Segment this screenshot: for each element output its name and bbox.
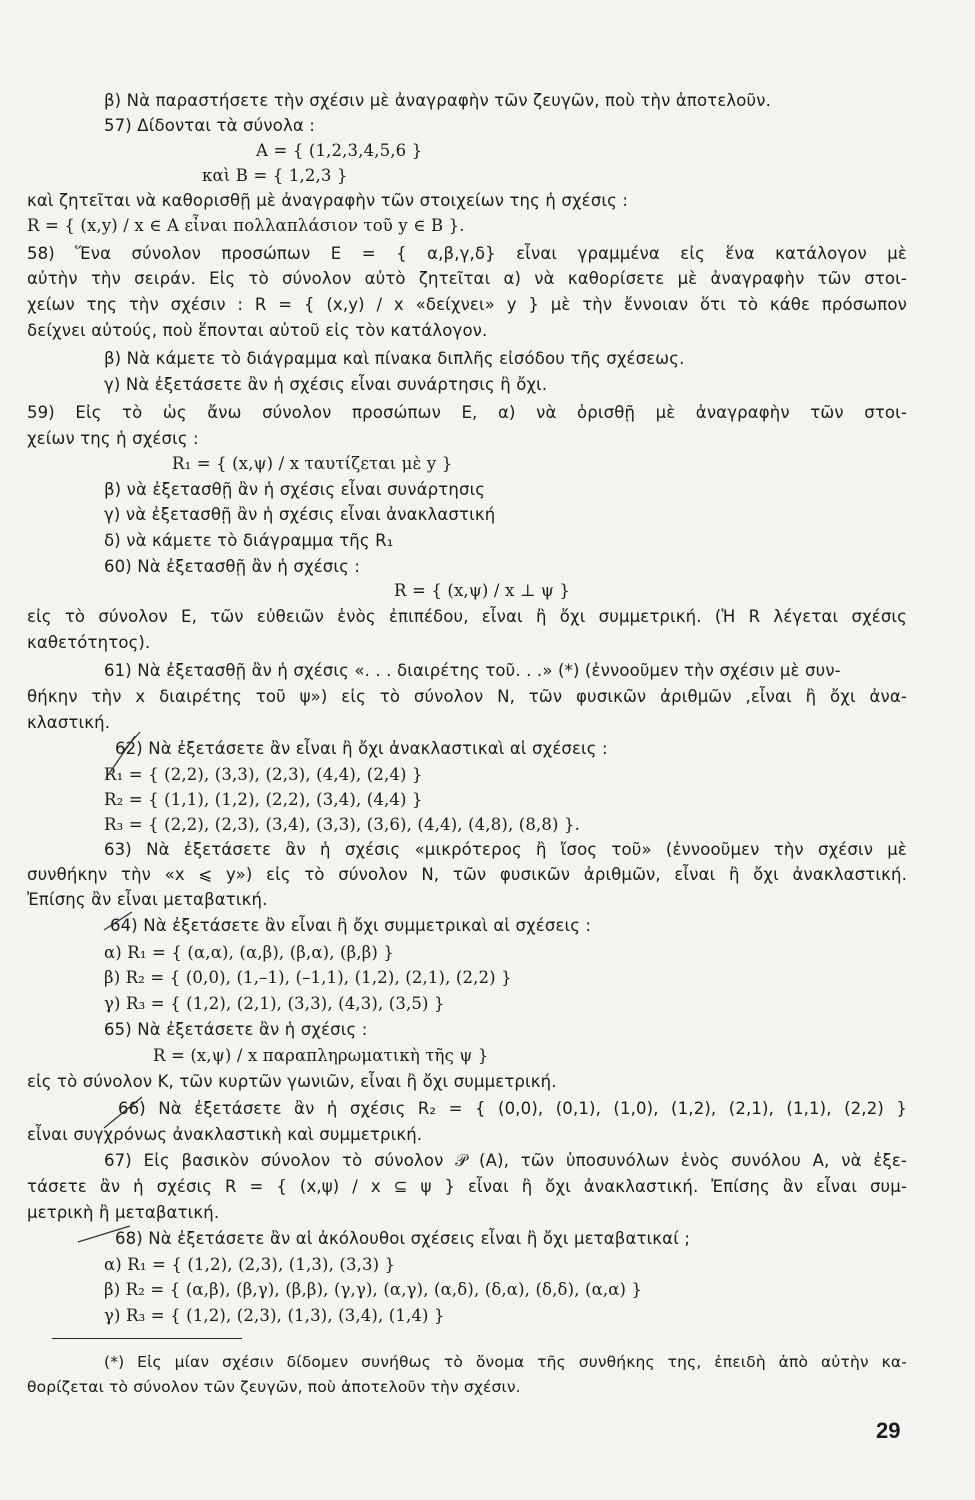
exercise-64-heading: 64) Νὰ ἐξετάσετε ἂν εἶναι ἢ ὄχι συμμετρικαὶ αἱ σχέσεις : — [110, 916, 592, 935]
exercise-58-part-c: γ) Νὰ ἐξετάσετε ἂν ἡ σχέσις εἶναι συνάρτησις ἢ ὄχι. — [104, 375, 548, 394]
relation-r1: R₁ = { (2,2), (3,3), (2,3), (4,4), (2,4) } — [104, 765, 423, 784]
relation-b: β) R₂ = { (α,β), (β,γ), (β,β), (γ,γ), (α,γ), (α,δ), (δ,α), (δ,δ), (α,α) } — [104, 1280, 643, 1299]
exercise-68-heading: 68) Νὰ ἐξετάσετε ἂν αἱ ἀκόλουθοι σχέσεις εἶναι ἢ ὄχι μεταβατικαί ; — [115, 1229, 691, 1248]
footnote-line: θορίζεται τὸ σύνολον τῶν ζευγῶν, ποὺ ἀποτελοῦν τὴν σχέσιν. — [27, 1378, 521, 1396]
exercise-59-line: 59) Εἰς τὸ ὡς ἄνω σύνολον προσώπων E, α) νὰ ὁρισθῇ μὲ ἀναγραφὴν τῶν στοι- — [27, 403, 907, 422]
exercise-59-part-b: β) νὰ ἐξετασθῇ ἂν ἡ σχέσις εἶναι συνάρτησις — [104, 480, 486, 499]
exercise-66-line: 66) Νὰ ἐξετάσετε ἂν ἡ σχέσις R₂ = { (0,0), (0,1), (1,0), (1,2), (2,1), (1,1), (2,2) } — [118, 1099, 907, 1118]
exercise-58-line: 58) Ἕνα σύνολον προσώπων E = { α,β,γ,δ} εἶναι γραμμένα εἰς ἕνα κατάλογον μὲ — [27, 244, 907, 263]
exercise-67-line: μετρικὴ ἢ μεταβατική. — [27, 1203, 220, 1222]
exercise-63-line: συνθήκην τὴν «x ⩽ y») εἰς τὸ σύνολον N, τῶν φυσικῶν ἀριθμῶν, εἶναι ἢ ὄχι ἀνακλαστική. — [27, 865, 907, 884]
exercise-65-heading: 65) Νὰ ἐξετάσετε ἂν ἡ σχέσις : — [104, 1020, 368, 1039]
exercise-58-line: αὐτὴν τὴν σειράν. Εἰς τὸ σύνολον αὐτὸ ζητεῖται α) νὰ καθορίσετε μὲ ἀναγραφὴν τῶν στοι- — [27, 269, 907, 288]
relation-definition: R = { (x,y) / x ∈ A εἶναι πολλαπλάσιον τοῦ y ∈ B }. — [27, 216, 465, 235]
exercise-61-line: 61) Νὰ ἐξετασθῇ ἂν ἡ σχέσις «. . . διαιρέτης τοῦ. . .» (*) (ἐννοοῦμεν τὴν σχέσιν μὲ συν- — [104, 661, 841, 680]
relation-r2: R₂ = { (1,1), (1,2), (2,2), (3,4), (4,4) } — [104, 790, 423, 809]
relation-b: β) R₂ = { (0,0), (1,–1), (–1,1), (1,2), (2,1), (2,2) } — [104, 968, 512, 987]
exercise-58-part-b: β) Νὰ κάμετε τὸ διάγραμμα καὶ πίνακα διπλῆς εἰσόδου τῆς σχέσεως. — [104, 349, 685, 368]
page-number: 29 — [876, 1418, 901, 1443]
exercise-65-line: εἰς τὸ σύνολον K, τῶν κυρτῶν γωνιῶν, εἶναι ἢ ὄχι συμμετρική. — [27, 1072, 557, 1091]
relation-a: α) R₁ = { (1,2), (2,3), (1,3), (3,3) } — [104, 1255, 396, 1274]
relation-supplementary: R = (x,ψ) / x παραπληρωματικὴ τῆς ψ } — [153, 1046, 489, 1065]
exercise-57-heading: 57) Δίδονται τὰ σύνολα : — [104, 116, 316, 135]
exercise-67-line: 67) Εἰς βασικὸν σύνολον τὸ σύνολον 𝒫 (A), τῶν ὑποσυνόλων ἑνὸς συνόλου A, νὰ ἐξε- — [104, 1151, 907, 1170]
set-b-definition: καὶ B = { 1,2,3 } — [202, 166, 348, 185]
relation-c: γ) R₃ = { (1,2), (2,3), (1,3), (3,4), (1,4) } — [104, 1306, 445, 1325]
exercise-60-line: καθετότητος). — [27, 633, 151, 652]
relation-r1-definition: R₁ = { (x,ψ) / x ταυτίζεται μὲ y } — [172, 454, 453, 473]
exercise-60-line: εἰς τὸ σύνολον E, τῶν εὐθειῶν ἑνὸς ἐπιπέδου, εἶναι ἢ ὄχι συμμετρική. (Ἡ R λέγεται σχέσις — [27, 607, 907, 626]
exercise-58-line: χείων της τὴν σχέσιν : R = { (x,y) / x «δείχνει» y } μὲ τὴν ἔννοιαν ὅτι τὸ κάθε πρόσωπον — [27, 295, 907, 314]
exercise-67-line: τάσετε ἂν ἡ σχέσις R = { (x,ψ) / x ⊆ ψ } εἶναι ἢ ὄχι ἀνακλαστική. Ἐπίσης ἂν εἶναι συμ- — [27, 1177, 907, 1196]
exercise-66-line: εἶναι συγχρόνως ἀνακλαστικὴ καὶ συμμετρική. — [27, 1125, 423, 1144]
exercise-61-line: κλαστική. — [27, 713, 111, 732]
exercise-59-part-c: γ) νὰ ἐξετασθῇ ἂν ἡ σχέσις εἶναι ἀνακλαστική — [104, 505, 496, 524]
exercise-58-line: δείχνει αὐτούς, ποὺ ἕπονται αὐτοῦ εἰς τὸν κατάλογον. — [27, 321, 488, 340]
relation-c: γ) R₃ = { (1,2), (2,1), (3,3), (4,3), (3,5) } — [104, 994, 445, 1013]
exercise-61-line: θήκην τὴν x διαιρέτης τοῦ ψ») εἰς τὸ σύνολον N, τῶν φυσικῶν ἀριθμῶν ,εἶναι ἢ ὄχι ἀνα- — [27, 687, 907, 706]
exercise-59-line: χείων της ἡ σχέσις : — [27, 429, 199, 448]
relation-perpendicular: R = { (x,ψ) / x ⊥ ψ } — [394, 581, 571, 600]
exercise-63-line: Ἐπίσης ἂν εἶναι μεταβατική. — [27, 890, 268, 909]
exercise-60-heading: 60) Νὰ ἐξετασθῇ ἂν ἡ σχέσις : — [104, 557, 361, 576]
exercise-63-line: 63) Νὰ ἐξετάσετε ἂν ἡ σχέσις «μικρότερος ἢ ἴσος τοῦ» (ἐννοοῦμεν τὴν σχέσιν μὲ — [104, 840, 907, 859]
text-line: καὶ ζητεῖται νὰ καθορισθῇ μὲ ἀναγραφὴν τῶν στοιχείων της ἡ σχέσις : — [27, 191, 629, 210]
set-a-definition: A = { (1,2,3,4,5,6 } — [256, 141, 423, 160]
footnote-divider — [52, 1338, 242, 1339]
text-line: β) Νὰ παραστήσετε τὴν σχέσιν μὲ ἀναγραφὴν τῶν ζευγῶν, ποὺ τὴν ἀποτελοῦν. — [104, 91, 772, 110]
footnote-line: (*) Εἰς μίαν σχέσιν δίδομεν συνήθως τὸ ὄνομα τῆς συνθήκης της, ἐπειδὴ ἀπὸ αὐτὴν κα- — [104, 1353, 907, 1371]
exercise-59-part-d: δ) νὰ κάμετε τὸ διάγραμμα τῆς R₁ — [104, 531, 394, 550]
relation-a: α) R₁ = { (α,α), (α,β), (β,α), (β,β) } — [104, 943, 395, 962]
exercise-62-heading: 62) Νὰ ἐξετάσετε ἂν εἶναι ἢ ὄχι ἀνακλαστικαὶ αἱ σχέσεις : — [115, 739, 608, 758]
relation-r3: R₃ = { (2,2), (2,3), (3,4), (3,3), (3,6), (4,4), (4,8), (8,8) }. — [104, 815, 581, 834]
